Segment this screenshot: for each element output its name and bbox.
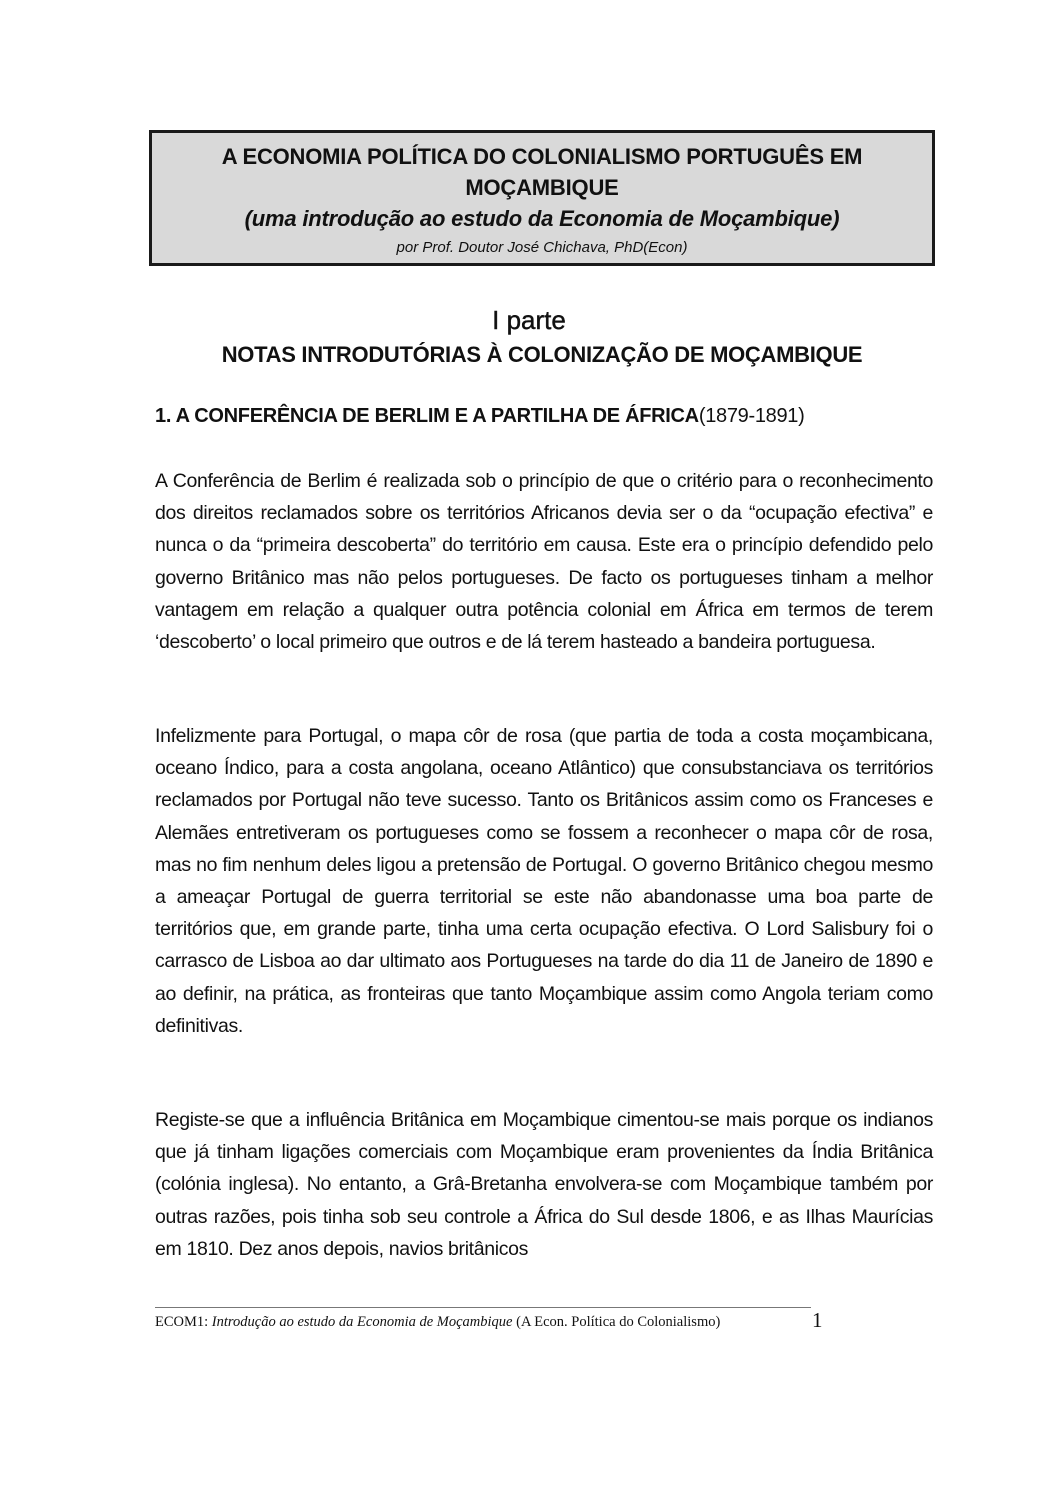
page-number: 1 — [812, 1308, 823, 1332]
part-title: I parte — [492, 305, 566, 335]
part-subtitle: NOTAS INTRODUTÓRIAS À COLONIZAÇÃO DE MOÇAMBIQUE — [221, 342, 863, 367]
footer-divider — [155, 1307, 811, 1308]
paragraph-3: Registe-se que a influência Britânica em Moçambique cimentou-se mais porque os indianos que já tinham ligações comerciais com Moçambique eram provenientes da Índia Britânica (colónia inglesa). No entanto, a Grâ-Bretanha envolvera-se com Moçambique também por outras razões, pois tinha sob seu controle a África do Sul desde 1806, e as Ilhas Maurícias em 1810. Dez anos depois, navios britânicos — [155, 1109, 933, 1260]
footer-prefix: ECOM1: — [155, 1314, 212, 1330]
document-author: por Prof. Doutor José Chichava, PhD(Econ) — [396, 239, 688, 256]
page-footer — [155, 1311, 835, 1333]
document-title-line2: MOÇAMBIQUE — [465, 175, 619, 200]
paragraph-2: Infelizmente para Portugal, o mapa côr de rosa (que partia de toda a costa moçambicana, oceano Índico, para a costa angolana, oceano Atlântico) que consubstanciava os territórios reclamados por Portugal não teve sucesso. Tanto os Britânicos assim como os Franceses e Alemães entretiveram os portugueses como se fossem a reconhecer o mapa côr de rosa, mas no fim nenhum deles ligou a pretensão de Portugal. O governo Britânico chegou mesmo a ameaçar Portugal de guerra territorial se este não abandonasse uma boa parte de territórios que, em grande parte, tinha uma certa ocupação efectiva. O Lord Salisbury foi o carrasco de Lisboa ao dar ultimato aos Portugueses na tarde do dia 11 de Janeiro de 1890 e ao definir, na prática, as fronteiras que tanto Moçambique assim como Angola teriam como definitivas. — [155, 725, 933, 1037]
title-box — [149, 130, 935, 266]
section-heading-years: (1879-1891) — [698, 405, 805, 427]
document-subtitle: (uma introdução ao estudo da Economia de Moçambique) — [244, 206, 840, 231]
paragraph-1: A Conferência de Berlim é realizada sob o princípio de que o critério para o reconhecimento dos direitos reclamados sobre os territórios Africanos devia ser o da “ocupação efectiva” e nunca o da “primeira descoberta” do território em causa. Este era o princípio defendido pelo governo Britânico mas não pelos portugueses. De facto os portugueses tinham a melhor vantagem em relação a qualquer outra potência colonial em África em termos de terem ‘descoberto’ o local primeiro que outros e de lá terem hasteado a bandeira portuguesa. — [155, 470, 933, 654]
footer-course-title: Introdução ao estudo da Economia de Moçambique — [211, 1314, 513, 1330]
section-heading-title: 1. A CONFERÊNCIA DE BERLIM E A PARTILHA DE ÁFRICA — [155, 405, 699, 427]
document-title-line1: A ECONOMIA POLÍTICA DO COLONIALISMO PORTUGUÊS EM — [221, 144, 863, 169]
section-heading — [155, 401, 935, 431]
footer-suffix: (A Econ. Política do Colonialismo) — [512, 1314, 721, 1330]
